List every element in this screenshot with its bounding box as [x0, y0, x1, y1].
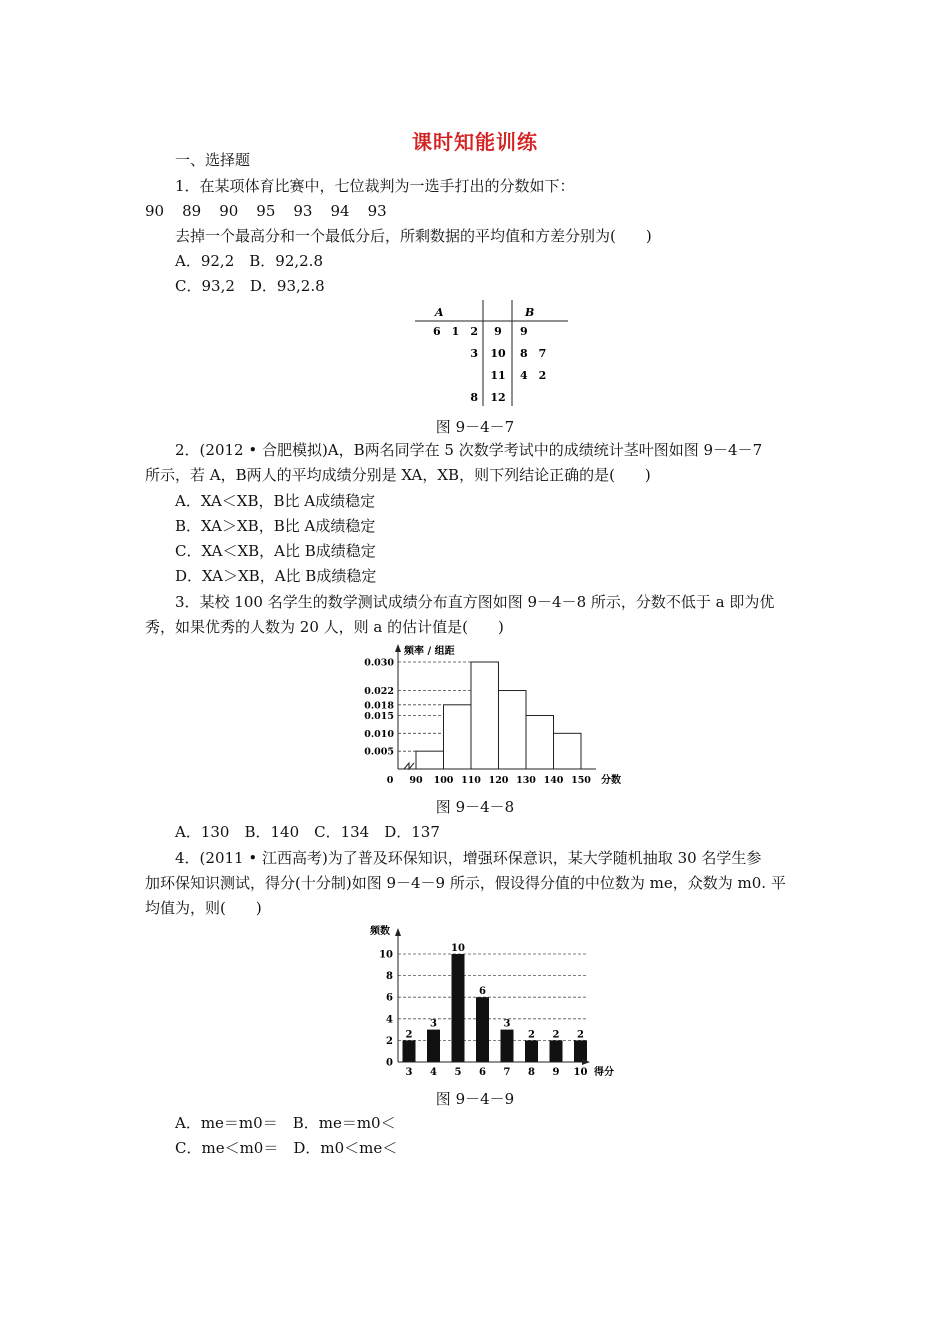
- histogram-bar: [526, 716, 554, 770]
- q4-line-3: 均值为，则( ): [145, 899, 262, 917]
- bar-chart-bar: [403, 1040, 416, 1062]
- q2-option-d: D．XA＞XB，A比 B成绩稳定: [175, 567, 377, 585]
- stem-leaf-diagram: [410, 300, 580, 410]
- histogram-y-tick: 0.005: [364, 746, 394, 758]
- bar-chart-y-tick: 8: [386, 971, 393, 983]
- bar-chart-x-label: 得分: [594, 1067, 614, 1078]
- histogram-x-tick: 140: [543, 775, 564, 786]
- bar-chart-x-tick: 4: [430, 1067, 437, 1078]
- q1-options-ab: [175, 251, 323, 271]
- q1-option-a: A．92,2: [175, 252, 235, 270]
- stem-leaf-stem: 9: [494, 325, 502, 338]
- stem-leaf-b-leaves: 8 7: [520, 347, 547, 360]
- bar-chart-bar: [574, 1040, 587, 1062]
- stem-leaf-header-b: B: [525, 306, 535, 319]
- q1-ask: 去掉一个最高分和一个最低分后，所剩数据的平均值和方差分别为( ): [175, 227, 652, 245]
- bar-chart-x-tick: 5: [454, 1067, 462, 1078]
- bar-chart-y-tick: 4: [386, 1014, 393, 1026]
- q2-option-b: B．XA＞XB，B比 A成绩稳定: [175, 517, 376, 535]
- histogram-x-tick: 130: [516, 775, 536, 786]
- bar-chart-x-tick: 10: [573, 1067, 588, 1078]
- stem-leaf-b-leaves: 4 2: [520, 369, 547, 382]
- bar-chart-x-tick: 9: [552, 1067, 560, 1078]
- histogram-bar: [471, 662, 499, 769]
- q1-score: 90: [219, 202, 239, 220]
- histogram-bar: [444, 705, 472, 769]
- figure-caption-7: 图 9－4－7: [435, 418, 515, 436]
- frequency-bar-chart: [360, 922, 630, 1082]
- stem-leaf-a-leaves: 3: [470, 347, 478, 360]
- bar-chart-y-tick: 2: [386, 1035, 393, 1047]
- histogram-x-tick: 110: [461, 775, 481, 786]
- bar-chart-y-arrow: [395, 928, 401, 936]
- bar-chart-bar: [452, 954, 465, 1062]
- q1-score: 89: [182, 202, 202, 220]
- figure-caption-9: 图 9－4－9: [435, 1090, 515, 1108]
- histogram-x-tick: 150: [571, 775, 591, 786]
- histogram-bar: [554, 733, 582, 769]
- histogram-y-arrow: [395, 644, 401, 652]
- histogram-chart: [350, 640, 650, 788]
- histogram-x-tick: 90: [409, 775, 423, 786]
- stem-leaf-stem: 12: [490, 391, 506, 404]
- q4-line-2: 加环保知识测试，得分(十分制)如图 9－4－9 所示，假设得分值的中位数为 me，众数为 m0. 平: [145, 874, 786, 892]
- bar-chart-y-tick: 6: [386, 992, 393, 1004]
- q1-score: 90: [145, 202, 165, 220]
- q2-option-c: C．XA＜XB，A比 B成绩稳定: [175, 542, 376, 560]
- bar-chart-x-tick: 8: [528, 1067, 535, 1078]
- bar-chart-value-label: 3: [430, 1018, 437, 1030]
- histogram-y-tick: 0.015: [364, 711, 394, 722]
- bar-chart-value-label: 2: [552, 1029, 560, 1041]
- histogram-x-tick: 100: [433, 775, 454, 786]
- histogram-x-tick: 120: [488, 775, 509, 786]
- bar-chart-value-label: 2: [577, 1029, 584, 1041]
- histogram-bar: [416, 751, 444, 769]
- bar-chart-bar: [525, 1040, 538, 1062]
- q1-stem: 1．在某项体育比赛中，七位裁判为一选手打出的分数如下：: [175, 177, 575, 195]
- bar-chart-y-tick: 0: [386, 1057, 393, 1069]
- q1-option-b: B．92,2.8: [249, 252, 323, 270]
- stem-leaf-stem: 10: [490, 347, 506, 360]
- bar-chart-bar: [550, 1040, 563, 1062]
- bar-chart-value-label: 10: [451, 943, 465, 954]
- q1-score: 93: [367, 202, 387, 220]
- bar-chart-value-label: 2: [405, 1029, 413, 1041]
- q1-score: 94: [330, 202, 350, 220]
- q3-options: A．130 B．140 C．134 D．137: [175, 823, 440, 841]
- q2-option-a: A．XA＜XB，B比 A成绩稳定: [175, 492, 376, 510]
- q4-line-1: 4．(2011 • 江西高考)为了普及环保知识，增强环保意识，某大学随机抽取 30 名学生参: [175, 849, 762, 867]
- bar-chart-bar: [427, 1030, 440, 1062]
- histogram-y-tick: 0.010: [364, 728, 394, 740]
- bar-chart-y-tick: 10: [379, 949, 393, 961]
- histogram-axis-break: [404, 763, 414, 769]
- bar-chart-x-tick: 3: [405, 1067, 413, 1078]
- bar-chart-value-label: 6: [479, 986, 486, 998]
- histogram-bar: [499, 691, 527, 769]
- stem-leaf-a-leaves: 8: [470, 391, 478, 404]
- stem-leaf-rows: [433, 325, 546, 404]
- histogram-y-tick: 0.018: [364, 700, 394, 712]
- histogram-x-tick: 0: [386, 775, 394, 786]
- histogram-x-label: 分数: [601, 775, 621, 786]
- q1-option-c: C．93,2: [175, 277, 235, 295]
- q2-line-2: 所示，若 A，B两人的平均成绩分别是 XA，XB，则下列结论正确的是( ): [145, 466, 651, 484]
- histogram-y-tick: 0.022: [364, 686, 394, 698]
- q3-line-2: 秀，如果优秀的人数为 20 人，则 a 的估计值是( ): [145, 618, 504, 636]
- q1-score: 95: [256, 202, 276, 220]
- q2-line-1: 2．(2012 • 合肥模拟)A，B两名同学在 5 次数学考试中的成绩统计茎叶图如图 9－4－7: [175, 441, 763, 459]
- stem-leaf-header-a: A: [435, 306, 444, 319]
- histogram-y-label: 频率 / 组距: [404, 646, 455, 657]
- figure-caption-8: 图 9－4－8: [435, 798, 515, 816]
- stem-leaf-b-leaves: 9: [520, 325, 528, 338]
- q3-line-1: 3．某校 100 名学生的数学测试成绩分布直方图如图 9－4－8 所示，分数不低于 a 即为优: [175, 593, 775, 611]
- bar-chart-bar: [476, 997, 489, 1062]
- page-title: 课时知能训练: [412, 130, 538, 154]
- q4-options-cd: C．me＜m0＝ D．m0＜me＜: [175, 1139, 398, 1157]
- q1-options-cd: [175, 276, 325, 296]
- q1-option-d: D．93,2.8: [249, 277, 325, 295]
- histogram-y-tick: 0.030: [364, 657, 394, 669]
- bar-chart-bar: [501, 1030, 514, 1062]
- section-heading: 一、选择题: [175, 151, 251, 169]
- bar-chart-value-label: 3: [503, 1018, 511, 1030]
- q4-options-ab: A．me＝m0＝ B．me＝m0＜: [175, 1114, 396, 1132]
- stem-leaf-stem: 11: [490, 369, 506, 382]
- q1-scores: [145, 201, 405, 221]
- bar-chart-x-tick: 7: [503, 1067, 511, 1078]
- q1-score: 93: [293, 202, 313, 220]
- bar-chart-value-label: 2: [528, 1029, 535, 1041]
- bar-chart-y-label: 频数: [370, 926, 390, 937]
- stem-leaf-a-leaves: 6 1 2: [433, 325, 478, 338]
- bar-chart-x-tick: 6: [479, 1067, 486, 1078]
